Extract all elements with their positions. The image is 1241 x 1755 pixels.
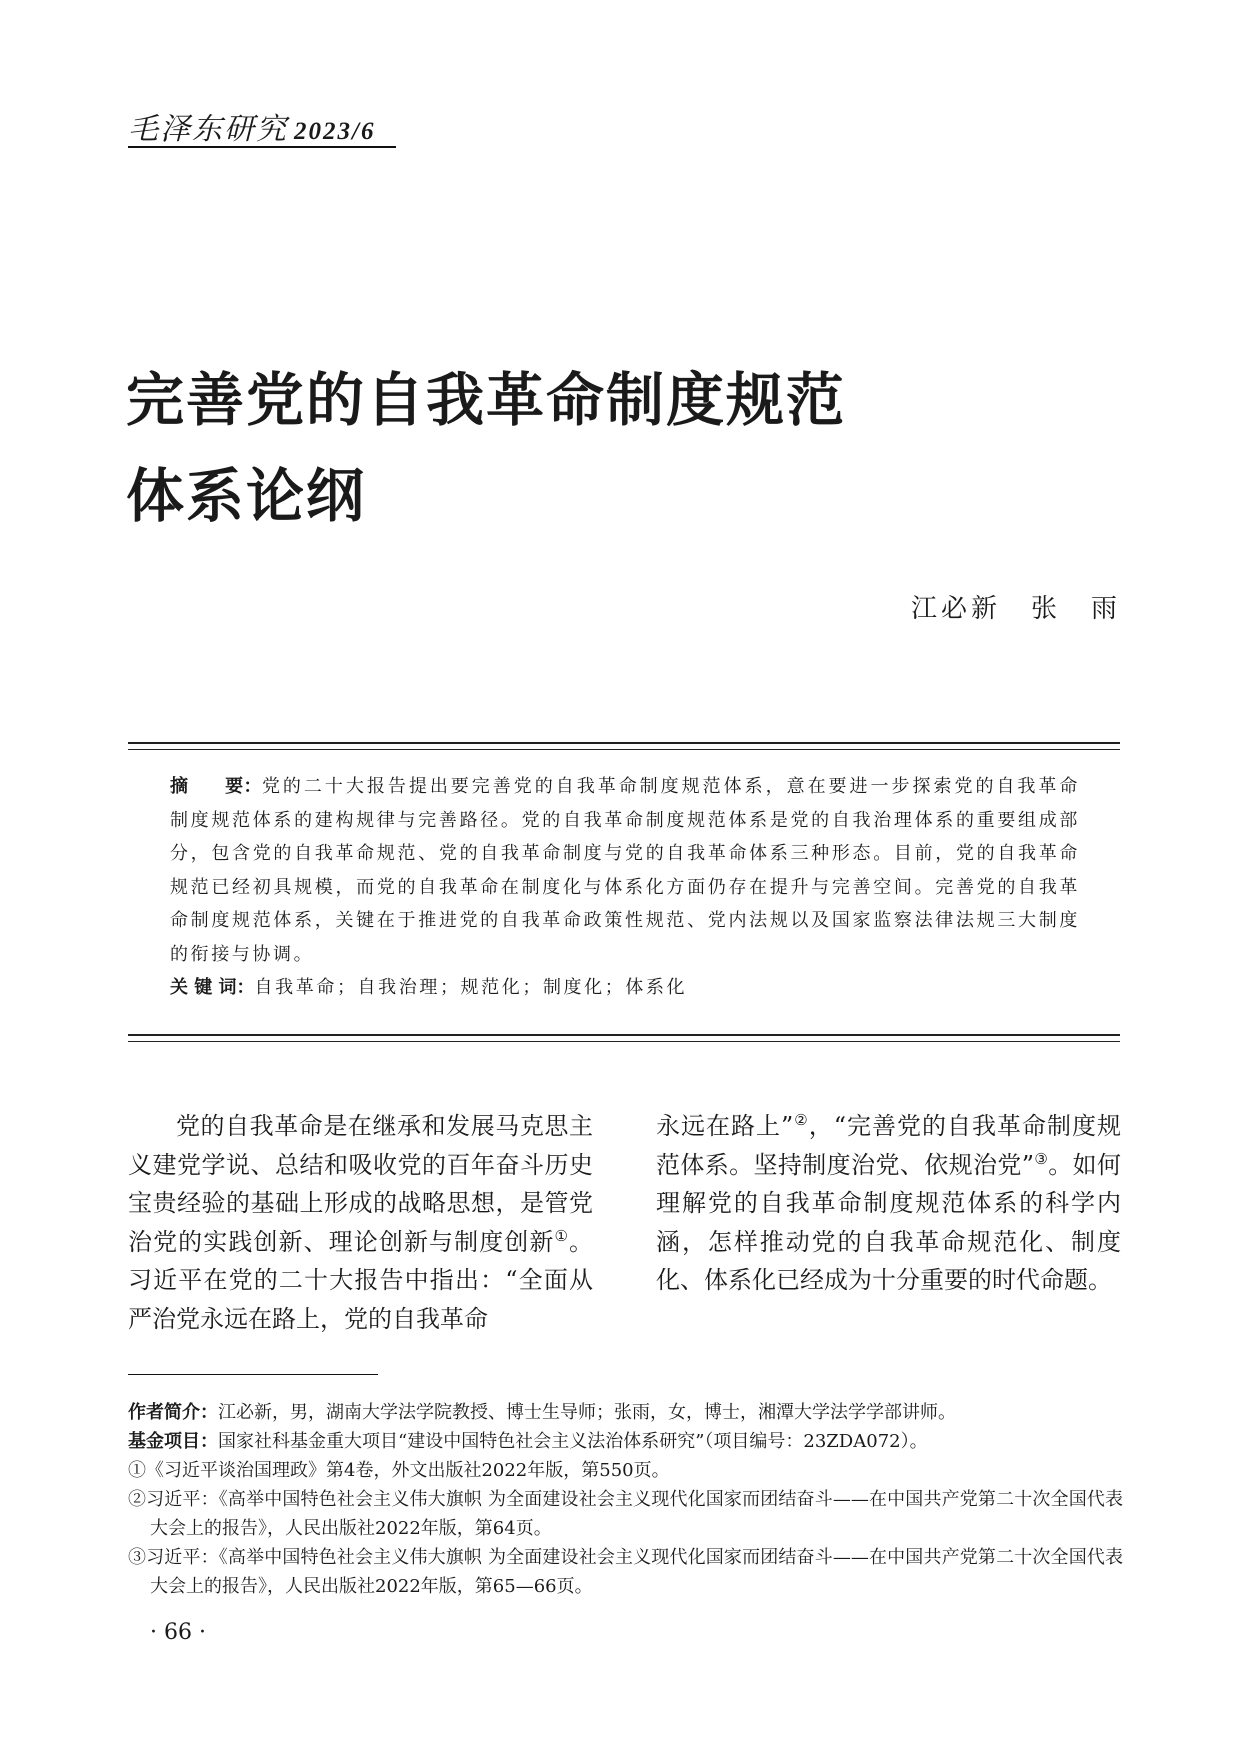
footnote-1: ①《习近平谈治国理政》第4卷，外文出版社2022年版，第550页。 — [128, 1460, 670, 1481]
page-number: · 66 · — [150, 1620, 206, 1645]
footnote-3: ③习近平：《高举中国特色社会主义伟大旗帜 为全面建设社会主义现代化国家而团结奋斗——在中国共产党第二十次全国代表大会上的报告》，人民出版社2022年版，第65—66页。 — [128, 1547, 1123, 1597]
keywords-text: 自我革命；自我治理；规范化；制度化；体系化 — [254, 977, 688, 998]
author-bio-text: 江必新，男，湖南大学法学院教授、博士生导师；张雨，女，博士，湘潭大学法学学部讲师。 — [218, 1402, 956, 1423]
keywords-label: 关 键 词 — [170, 977, 237, 998]
author-bio-label: 作者简介： — [128, 1402, 218, 1423]
footnotes — [128, 1398, 1123, 1601]
body-right-text-b: ，“完善党的自我革命制度规范体系。坚持制度治党、依规治党” — [656, 1112, 1121, 1179]
abstract-text: 党的二十大报告提出要完善党的自我革命制度规范体系，意在要进一步探索党的自我革命制度规范体系的建构规律与完善路径。党的自我革命制度规范体系是党的自我治理体系的重要组成部分，包含党的自我革命规范、党的自我革命制度与党的自我革命体系三种形态。目前，党的自我革命规范已经初具规模，而党的自我革命在制度化与体系化方面仍存在提升与完善空间。完善党的自我革命制度规范体系，关键在于推进党的自我革命政策性规范、党内法规以及国家监察法律法规三大制度的衔接与协调。 — [170, 776, 1080, 965]
fund-info — [128, 1427, 1123, 1456]
abstract-label: 摘 要 — [170, 776, 244, 797]
article-title — [126, 352, 1126, 544]
author-bio — [128, 1398, 1123, 1427]
body-left-text-cont: 。习近平在党的二十大报告中指出：“全面从严治党永远在路上，党的自我革命 — [128, 1227, 594, 1333]
footnote-rule — [128, 1374, 378, 1375]
fund-label: 基金项目： — [128, 1431, 218, 1452]
footnote-ref-1: ① — [554, 1226, 570, 1245]
body-left-text: 党的自我革命是在继承和发展马克思主义建党学说、总结和吸收党的百年奋斗历史宝贵经验的基础上形成的战略思想，是管党治党的实践创新、理论创新与制度创新 — [128, 1112, 593, 1256]
body-column-left — [128, 1107, 593, 1338]
journal-logo: 毛泽东研究 — [128, 112, 288, 147]
author-2: 张 雨 — [1030, 594, 1121, 624]
issue-number: 2023/6 — [294, 118, 376, 145]
header-rule — [128, 146, 396, 148]
running-header — [128, 104, 398, 148]
abstract-paragraph: 摘 要：党的二十大报告提出要完善党的自我革命制度规范体系，意在要进一步探索党的自我革命制度规范体系的建构规律与完善路径。党的自我革命制度规范体系是党的自我治理体系的重要组成部分，包含党的自我革命规范、党的自我革命制度与党的自我革命体系三种形态。目前，党的自我革命规范已经初具规模，而党的自我革命在制度化与体系化方面仍存在提升与完善空间。完善党的自我革命制度规范体系，关键在于推进党的自我革命政策性规范、党内法规以及国家监察法律法规三大制度的衔接与协调。 — [170, 776, 1080, 965]
title-line-2: 体系论纲 — [126, 462, 367, 530]
abstract-top-rule — [128, 742, 1120, 750]
footnote-ref-3: ③ — [1034, 1149, 1049, 1168]
body-right-text-a: 永远在路上” — [656, 1112, 794, 1140]
body-right-text-c: 。如何理解党的自我革命制度规范体系的科学内涵，怎样推动党的自我革命规范化、制度化、体系化已经成为十分重要的时代命题。 — [656, 1150, 1121, 1294]
footnote-ref-2: ② — [793, 1111, 809, 1129]
author-byline — [911, 588, 1121, 625]
body-column-right — [656, 1107, 1121, 1300]
keywords-line: 关 键 词：自我革命；自我治理；规范化；制度化；体系化 — [170, 977, 688, 998]
author-1: 江必新 — [910, 594, 1001, 624]
abstract-block — [170, 770, 1080, 1005]
abstract-bottom-rule — [128, 1034, 1120, 1042]
fund-text: 国家社科基金重大项目“建设中国特色社会主义法治体系研究”（项目编号：23ZDA072）。 — [218, 1431, 928, 1452]
footnote-2: ②习近平：《高举中国特色社会主义伟大旗帜 为全面建设社会主义现代化国家而团结奋斗——在中国共产党第二十次全国代表大会上的报告》，人民出版社2022年版，第64页。 — [128, 1489, 1123, 1539]
title-line-1: 完善党的自我革命制度规范 — [126, 366, 847, 434]
